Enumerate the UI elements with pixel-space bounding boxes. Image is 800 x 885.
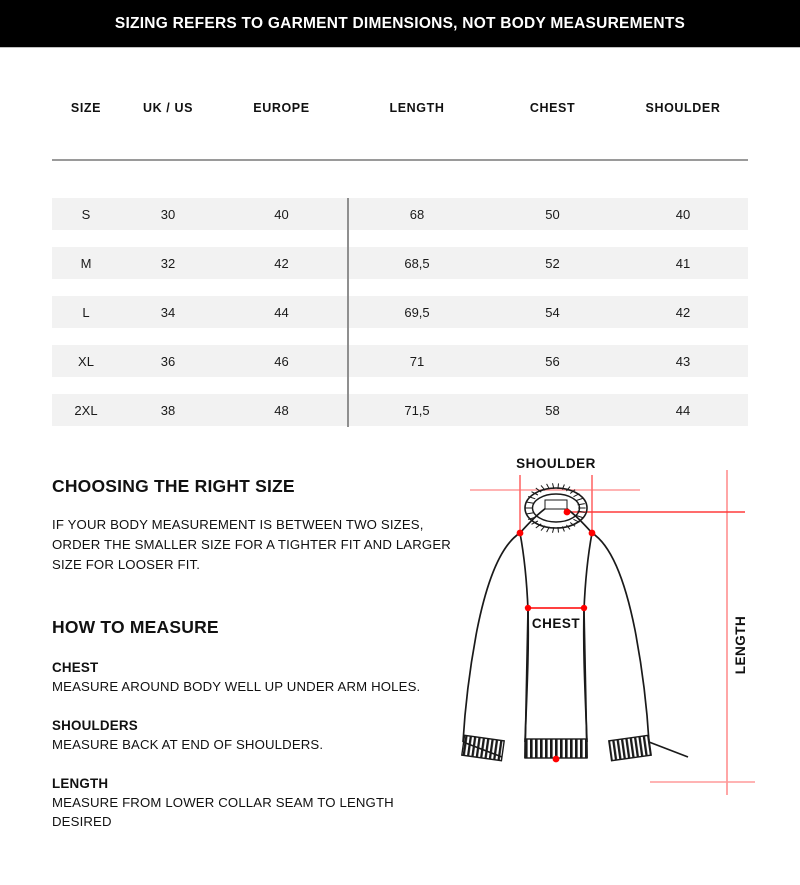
cell-length: 68	[409, 206, 425, 222]
table-body	[52, 198, 748, 443]
banner-title: SIZING REFERS TO GARMENT DIMENSIONS, NOT BODY MEASUREMENTS	[114, 14, 686, 32]
table-vertical-divider	[347, 198, 349, 427]
cell-europe: 46	[274, 353, 289, 369]
cell-shoulder: 43	[675, 353, 691, 369]
shoulder-label: SHOULDER	[516, 456, 596, 471]
choosing-heading: CHOOSING THE RIGHT SIZE	[52, 476, 295, 496]
table-row	[52, 247, 748, 279]
table-row	[52, 296, 748, 328]
cell-chest: 58	[545, 402, 560, 418]
measure-item-length	[52, 776, 452, 831]
cell-size: M	[80, 255, 92, 271]
cell-europe: 42	[274, 255, 289, 271]
cell-shoulder: 44	[675, 402, 691, 418]
size-chart-table	[52, 88, 748, 418]
table-row	[52, 345, 748, 377]
cell-chest: 56	[545, 353, 560, 369]
left-cuff-ribbing	[462, 735, 504, 760]
cell-europe: 44	[274, 304, 289, 320]
banner-bottom-edge	[0, 47, 800, 48]
table-header-row	[52, 88, 748, 128]
cell-length: 71	[409, 353, 425, 369]
cell-size: 2XL	[74, 402, 98, 418]
column-header-uk-us: UK / US	[142, 101, 194, 115]
column-header-size: SIZE	[70, 101, 102, 115]
measure-item-shoulders	[52, 718, 452, 754]
neck-label-tag	[545, 500, 567, 509]
shoulder-point-right	[589, 530, 596, 537]
cell-uk-us: 34	[160, 304, 176, 320]
measure-item-title: LENGTH	[52, 776, 109, 791]
column-header-shoulder: SHOULDER	[645, 101, 721, 115]
cell-shoulder: 41	[675, 255, 691, 271]
column-header-europe: EUROPE	[253, 101, 310, 115]
garment-diagram	[455, 450, 800, 830]
chest-measure-line	[525, 605, 587, 611]
cell-uk-us: 36	[160, 353, 176, 369]
chest-label: CHEST	[531, 616, 581, 631]
cell-uk-us: 30	[160, 206, 176, 222]
cell-length: 71,5	[404, 402, 430, 418]
cell-shoulder: 42	[675, 304, 691, 320]
choosing-body: IF YOUR BODY MEASUREMENT IS BETWEEN TWO SIZES, ORDER THE SMALLER SIZE FOR A TIGHTER FIT AND LARGER SIZE FOR LOOSER FIT.	[52, 517, 451, 572]
how-to-measure-heading: HOW TO MEASURE	[52, 617, 219, 637]
cell-length: 69,5	[404, 304, 430, 320]
length-label: LENGTH	[733, 615, 748, 675]
cell-size: L	[82, 304, 90, 320]
measure-item-title: CHEST	[52, 660, 99, 675]
column-header-chest: CHEST	[529, 101, 576, 115]
measure-item-title: SHOULDERS	[52, 718, 138, 733]
cell-chest: 54	[545, 304, 560, 320]
cell-uk-us: 38	[160, 402, 176, 418]
header-divider-rule	[52, 159, 748, 161]
cell-shoulder: 40	[675, 206, 691, 222]
cell-length: 68,5	[404, 255, 430, 271]
cell-europe: 48	[274, 402, 289, 418]
cell-uk-us: 32	[160, 255, 176, 271]
cell-size: XL	[78, 353, 94, 369]
cell-chest: 52	[545, 255, 560, 271]
length-top-point	[564, 509, 571, 516]
table-row	[52, 198, 748, 230]
shoulder-point-left	[517, 530, 524, 537]
length-bottom-point	[553, 756, 560, 763]
cell-chest: 50	[545, 206, 560, 222]
measure-item-text: MEASURE AROUND BODY WELL UP UNDER ARM HOLES.	[52, 679, 421, 694]
right-cuff-ribbing	[609, 735, 651, 760]
header-banner	[0, 0, 800, 47]
table-row	[52, 394, 748, 426]
info-column	[52, 476, 452, 831]
measure-item-text: MEASURE FROM LOWER COLLAR SEAM TO LENGTH DESIRED	[52, 795, 394, 829]
cell-size: S	[81, 206, 91, 222]
hem-ribbing	[525, 739, 587, 758]
measure-item-chest	[52, 660, 452, 696]
cell-europe: 40	[274, 206, 289, 222]
column-header-length: LENGTH	[389, 101, 445, 115]
measure-item-text: MEASURE BACK AT END OF SHOULDERS.	[52, 737, 324, 752]
